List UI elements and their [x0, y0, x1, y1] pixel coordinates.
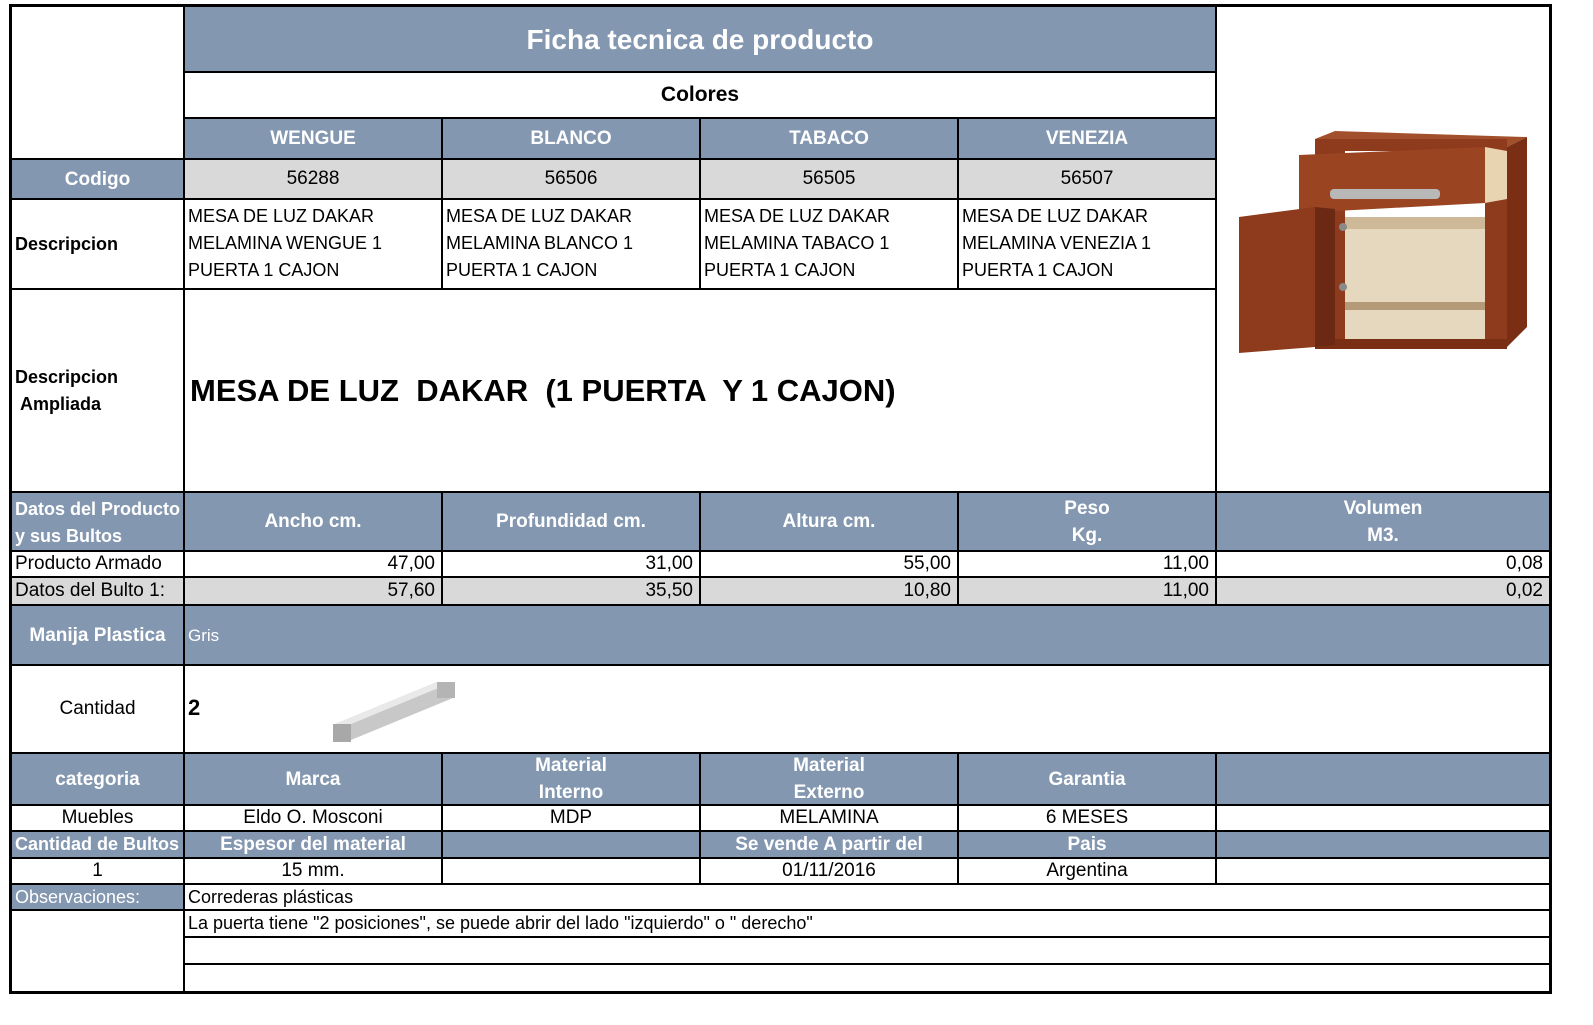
value-pais: Argentina	[958, 858, 1216, 884]
header-material-externo-l1: Material	[793, 755, 865, 776]
header-pais: Pais	[958, 831, 1216, 858]
bulto-ancho: 57,60	[184, 577, 442, 605]
color-header-wengue: WENGUE	[184, 118, 442, 159]
value-se-vende: 01/11/2016	[700, 858, 958, 884]
value-material-externo: MELAMINA	[700, 805, 958, 831]
value-marca: Eldo O. Mosconi	[184, 805, 442, 831]
codigo-tabaco: 56505	[700, 159, 958, 199]
header-categoria: categoria	[11, 753, 184, 805]
colores-label: Colores	[184, 72, 1216, 118]
value-empty	[1216, 805, 1550, 831]
row-bulto-label: Datos del Bulto 1:	[11, 577, 184, 605]
value-garantia: 6 MESES	[958, 805, 1216, 831]
header-material-externo-l2: Externo	[793, 782, 865, 803]
handle-image	[329, 672, 461, 748]
header-ancho-text: Ancho cm.	[264, 511, 362, 532]
producto-profundidad: 31,00	[442, 551, 700, 577]
header-peso-l2: Kg.	[1071, 524, 1103, 546]
descripcion-tabaco: MESA DE LUZ DAKAR MELAMINA TABACO 1 PUERTA 1 CAJON	[700, 199, 958, 289]
header-ancho	[184, 492, 442, 551]
header-peso-l1: Peso	[1064, 497, 1110, 519]
header-altura	[700, 492, 958, 551]
value-blank-2	[442, 858, 700, 884]
descripcion-label: Descripcion	[11, 199, 184, 289]
codigo-blanco: 56506	[442, 159, 700, 199]
codigo-venezia: 56507	[958, 159, 1216, 199]
descripcion-wengue: MESA DE LUZ DAKAR MELAMINA WENGUE 1 PUERTA 1 CAJON	[184, 199, 442, 289]
header-volumen-l2: M3.	[1367, 524, 1399, 546]
observaciones-label-fill	[11, 910, 184, 992]
header-espesor: Espesor del material	[184, 831, 442, 858]
bulto-volumen: 0,02	[1216, 577, 1550, 605]
cantidad-cell	[184, 665, 1550, 753]
header-material-interno-l1: Material	[535, 755, 607, 776]
descripcion-blanco: MESA DE LUZ DAKAR MELAMINA BLANCO 1 PUERTA 1 CAJON	[442, 199, 700, 289]
observacion-line-1: Correderas plásticas	[184, 884, 1550, 910]
observacion-line-2: La puerta tiene "2 posiciones", se puede abrir del lado "izquierdo" o " derecho"	[184, 910, 1550, 937]
header-material-interno	[442, 753, 700, 805]
descripcion-ampliada-label-1: Descripcion	[15, 367, 119, 387]
value-cantidad-bultos: 1	[11, 858, 184, 884]
header-profundidad-text: Profundidad cm.	[496, 511, 646, 532]
bulto-peso: 11,00	[958, 577, 1216, 605]
producto-peso: 11,00	[958, 551, 1216, 577]
header-marca: Marca	[184, 753, 442, 805]
header-profundidad	[442, 492, 700, 551]
producto-ancho: 47,00	[184, 551, 442, 577]
value-espesor: 15 mm.	[184, 858, 442, 884]
cantidad-label: Cantidad	[11, 665, 184, 753]
header-peso	[958, 492, 1216, 551]
codigo-label: Codigo	[11, 159, 184, 199]
header-altura-text: Altura cm.	[782, 511, 876, 532]
header-volumen	[1216, 492, 1550, 551]
nightstand-image	[1235, 117, 1535, 377]
page-title: Ficha tecnica de producto	[184, 6, 1216, 72]
color-header-venezia: VENEZIA	[958, 118, 1216, 159]
header-cantidad-bultos: Cantidad de Bultos	[11, 831, 184, 858]
value-categoria: Muebles	[11, 805, 184, 831]
descripcion-venezia: MESA DE LUZ DAKAR MELAMINA VENEZIA 1 PUERTA 1 CAJON	[958, 199, 1216, 289]
manija-label: Manija Plastica	[11, 605, 184, 665]
header-blank-2	[442, 831, 700, 858]
value-blank-5	[1216, 858, 1550, 884]
descripcion-ampliada-label	[11, 289, 184, 492]
header-material-interno-l2: Interno	[538, 782, 604, 803]
value-material-interno: MDP	[442, 805, 700, 831]
codigo-wengue: 56288	[184, 159, 442, 199]
header-volumen-l1: Volumen	[1343, 497, 1423, 519]
manija-value: Gris	[184, 605, 1550, 665]
descripcion-ampliada-value: MESA DE LUZ DAKAR (1 PUERTA Y 1 CAJON)	[184, 289, 1216, 492]
header-material-externo	[700, 753, 958, 805]
dimensions-row-label-2: y sus Bultos	[15, 526, 123, 546]
observacion-line-4	[184, 964, 1550, 992]
header-empty	[1216, 753, 1550, 805]
producto-altura: 55,00	[700, 551, 958, 577]
bulto-profundidad: 35,50	[442, 577, 700, 605]
product-image-cell	[1216, 6, 1550, 492]
header-blank-5	[1216, 831, 1550, 858]
descripcion-ampliada-label-2: Ampliada	[20, 394, 102, 414]
row-producto-armado-label: Producto Armado	[11, 551, 184, 577]
observacion-line-3	[184, 937, 1550, 964]
bulto-altura: 10,80	[700, 577, 958, 605]
header-se-vende: Se vende A partir del	[700, 831, 958, 858]
color-header-blanco: BLANCO	[442, 118, 700, 159]
dimensions-row-label	[11, 492, 184, 551]
producto-volumen: 0,08	[1216, 551, 1550, 577]
logo-area	[11, 6, 184, 159]
dimensions-row-label-1: Datos del Producto	[15, 499, 181, 519]
observaciones-label: Observaciones:	[11, 884, 184, 910]
color-header-tabaco: TABACO	[700, 118, 958, 159]
header-garantia: Garantia	[958, 753, 1216, 805]
cantidad-value: 2	[188, 695, 201, 720]
